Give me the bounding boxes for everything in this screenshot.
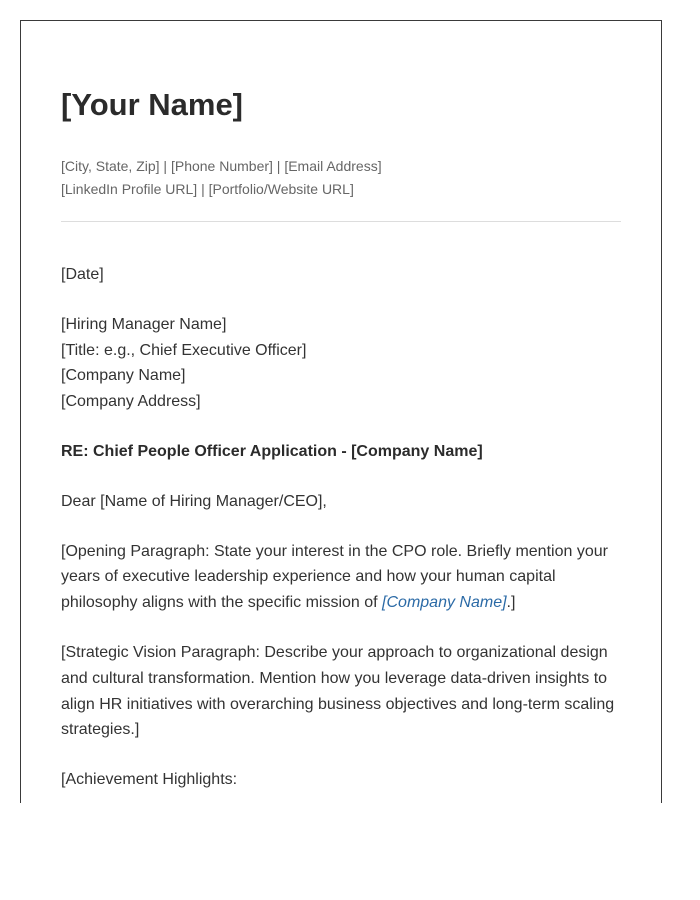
recipient-company: [Company Name] [61, 367, 186, 385]
strategic-paragraph: [Strategic Vision Paragraph: Describe your approach to organizational design and cultural transformation. Mention how you leverage data-driven insights to align HR initiatives with overarching business objectives and long-term scaling strategies.] [61, 643, 615, 739]
opening-text: [Opening Paragraph: State your interest in the CPO role. Briefly mention your years of executive leadership experience and how your human capital philosophy aligns with the specific mission of [61, 542, 608, 612]
subject-line: RE: Chief People Officer Application - [Company Name] [61, 442, 483, 460]
header-divider [61, 221, 621, 222]
company-name-link[interactable]: [Company Name] [382, 594, 507, 612]
letter-page [20, 20, 662, 803]
opening-paragraph [61, 539, 621, 616]
recipient-manager: [Hiring Manager Name] [61, 315, 227, 333]
recipient-block [61, 312, 621, 415]
salutation: Dear [Name of Hiring Manager/CEO], [61, 492, 327, 510]
achievements-heading: [Achievement Highlights: [61, 771, 238, 789]
contact-block [61, 155, 382, 201]
opening-text-end: .] [506, 594, 516, 612]
contact-line-2: [LinkedIn Profile URL] | [Portfolio/Website URL] [61, 181, 354, 197]
letter-body [61, 262, 621, 803]
recipient-address: [Company Address] [61, 393, 201, 411]
applicant-name: [Your Name] [61, 87, 244, 122]
letter-date: [Date] [61, 266, 104, 283]
contact-line-1: [City, State, Zip] | [Phone Number] | [Email Address] [61, 158, 382, 174]
recipient-title: [Title: e.g., Chief Executive Officer] [61, 341, 307, 359]
